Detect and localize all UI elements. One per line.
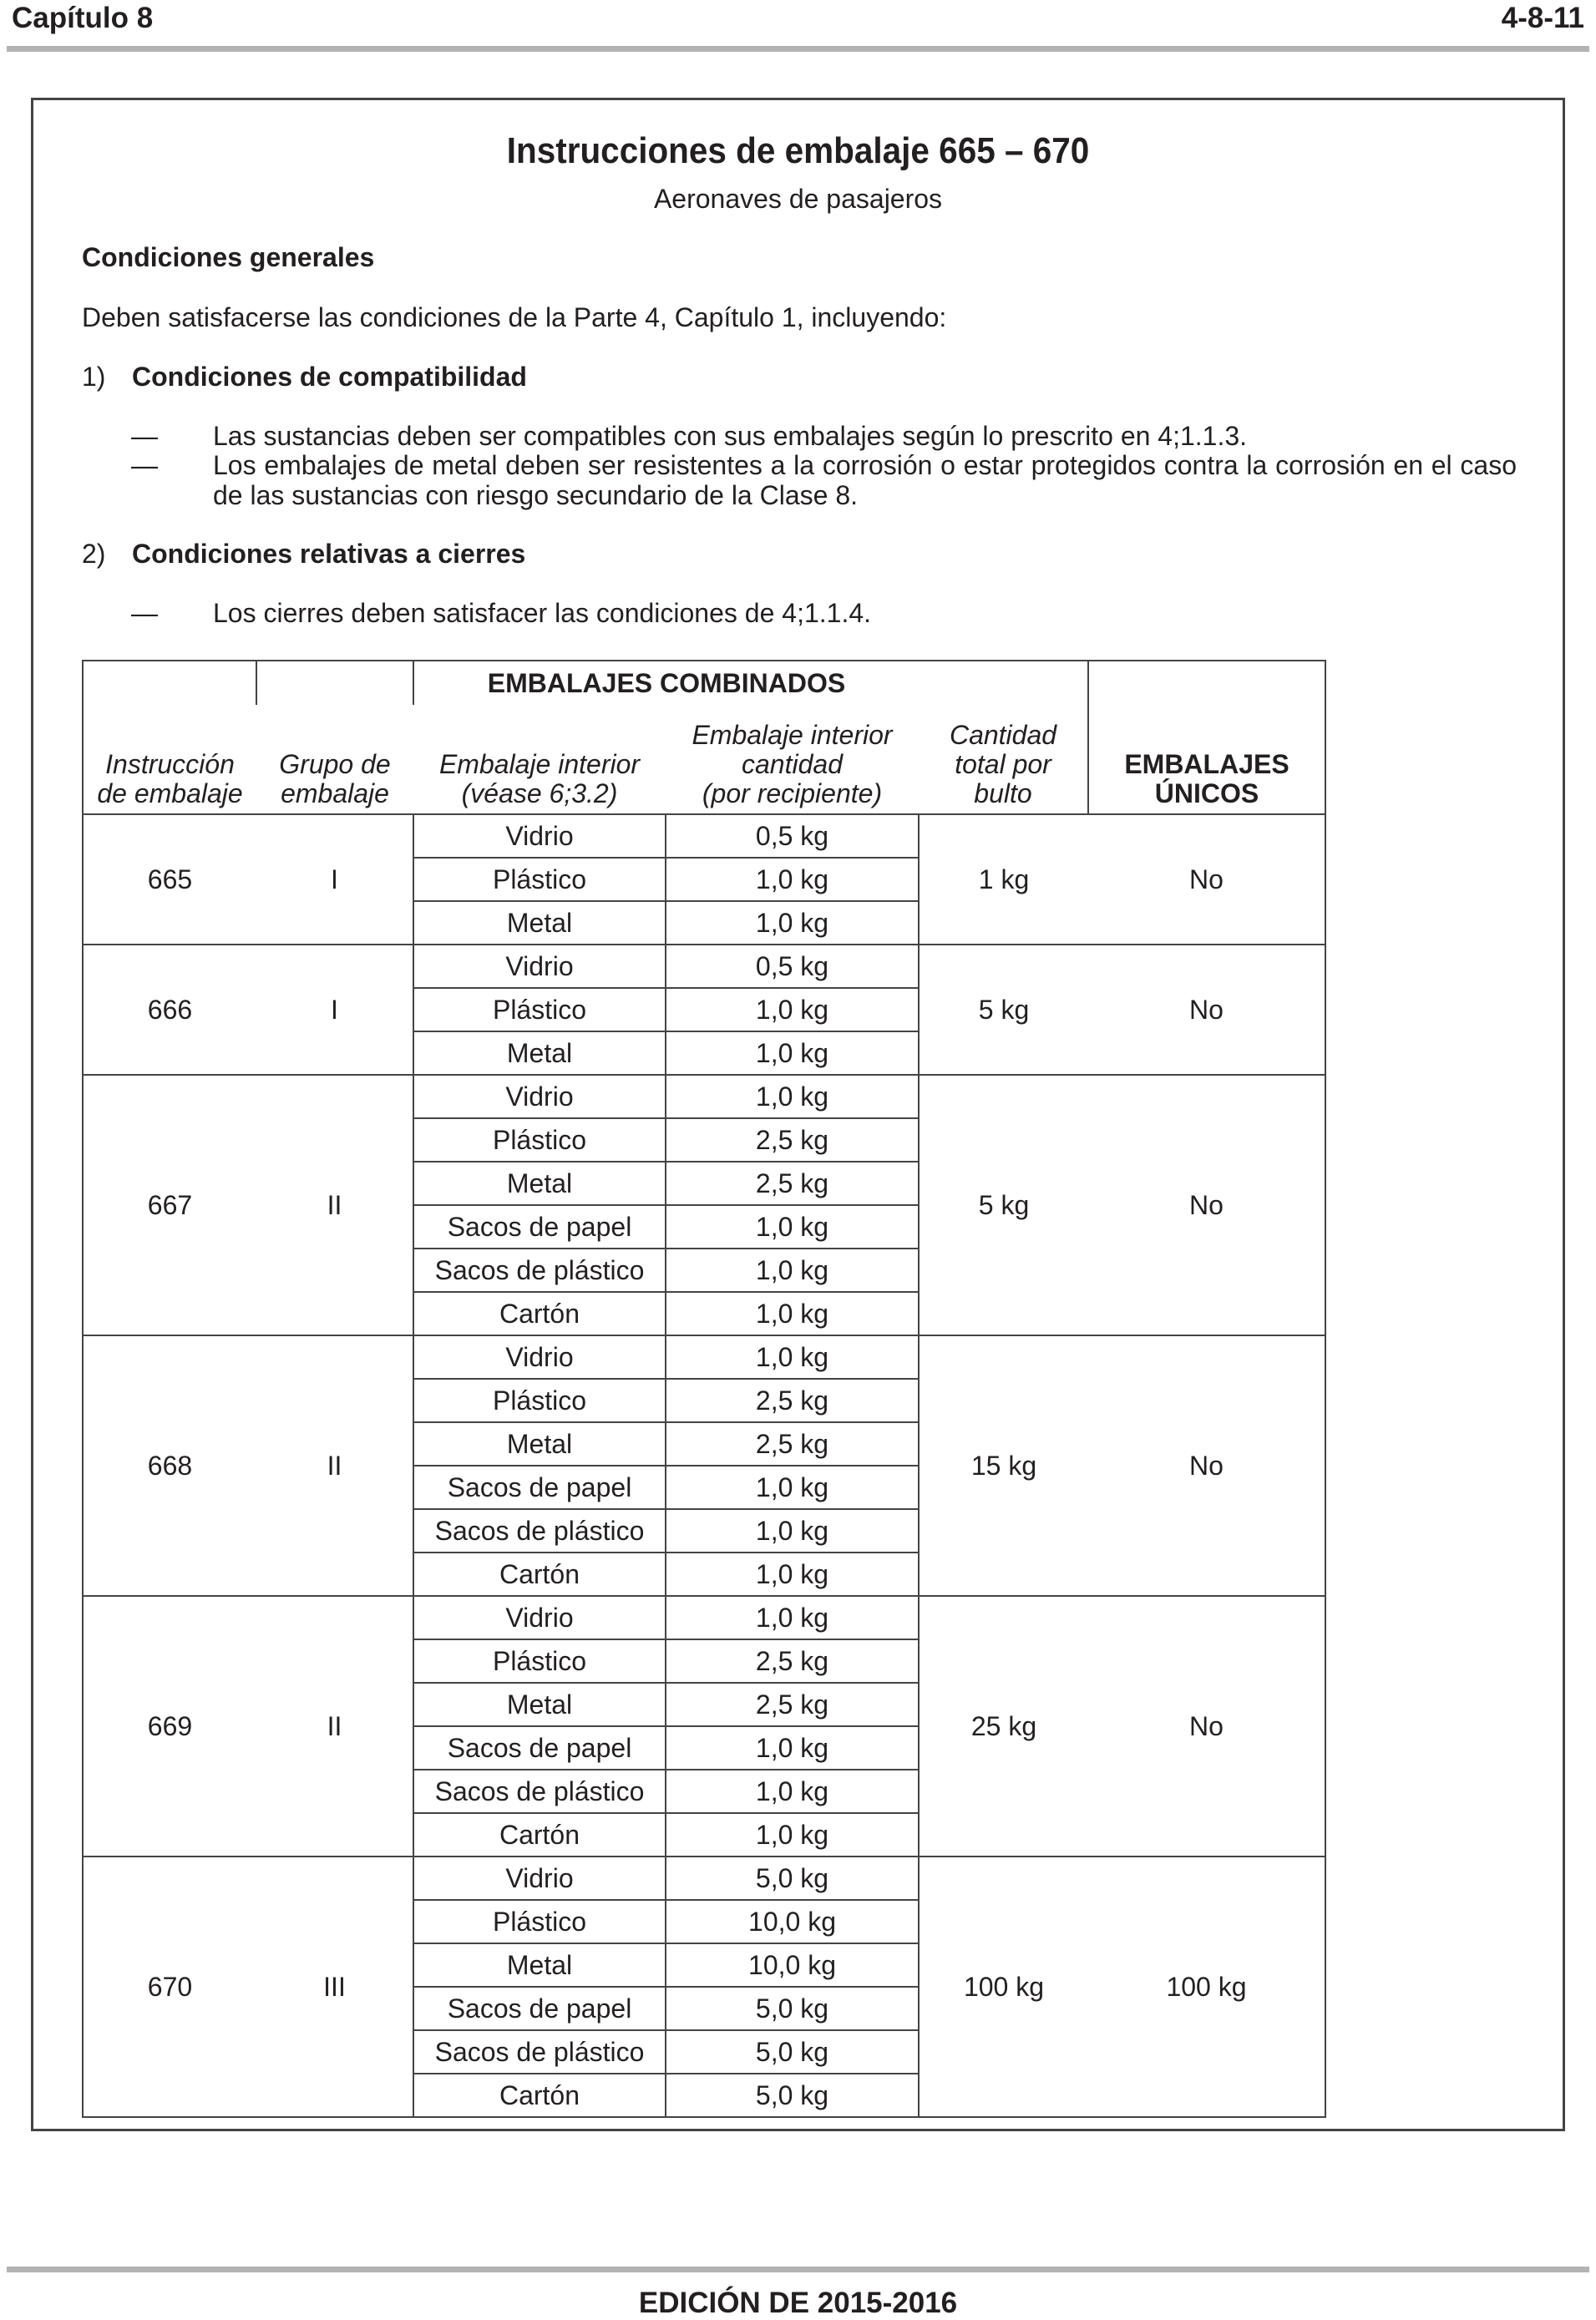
inner-packaging-cell: Metal — [413, 901, 666, 945]
quantity-cell: 2,5 kg — [666, 1683, 919, 1726]
section-1-item-2-text: Los embalajes de metal deben ser resistentes a la corrosión o estar protegidos contra la corrosión en el caso de las sustancias con riesgo secundario de la Clase 8. — [213, 450, 1517, 510]
section-2-item-1-text: Los cierres deben satisfacer las condiciones de 4;1.1.4. — [213, 598, 872, 628]
quantity-cell: 1,0 kg — [666, 1205, 919, 1249]
inner-packaging-cell: Plástico — [413, 1900, 666, 1943]
header-inner-line-2: (véase 6;3.2) — [461, 778, 618, 808]
inner-packaging-cell: Plástico — [413, 1118, 666, 1162]
inner-packaging-cell: Vidrio — [413, 1596, 666, 1639]
quantity-cell: 2,5 kg — [666, 1118, 919, 1162]
quantity-cell: 10,0 kg — [666, 1900, 919, 1943]
inner-packaging-cell: Cartón — [413, 2074, 666, 2117]
quantity-cell: 1,0 kg — [666, 1553, 919, 1596]
header-group — [256, 705, 413, 814]
table-body — [83, 814, 1325, 2117]
inner-packaging-cell: Sacos de papel — [413, 1466, 666, 1509]
instruction-cell: 670 — [83, 1857, 256, 2117]
header-single — [1088, 705, 1325, 814]
header-qty-line-1: Embalaje interior — [692, 720, 893, 750]
quantity-cell: 2,5 kg — [666, 1379, 919, 1422]
inner-packaging-cell: Sacos de papel — [413, 1205, 666, 1249]
total-cell: 5 kg — [919, 1075, 1088, 1335]
section-2-title: Condiciones relativas a cierres — [132, 539, 526, 569]
header-total-line-3: bulto — [974, 778, 1032, 808]
table-row — [83, 1857, 1325, 1900]
dash-mark: — — [131, 450, 158, 480]
group-cell: I — [256, 814, 413, 945]
group-cell: II — [256, 1335, 413, 1596]
quantity-cell: 1,0 kg — [666, 1335, 919, 1379]
quantity-cell: 1,0 kg — [666, 1031, 919, 1075]
group-cell: II — [256, 1596, 413, 1857]
header-total-line-2: total por — [955, 749, 1051, 779]
page-header-number: 4-8-11 — [1501, 2, 1584, 34]
section-2-heading — [82, 539, 525, 569]
single-packaging-cell: No — [1088, 1596, 1325, 1857]
inner-packaging-cell: Sacos de papel — [413, 1726, 666, 1770]
total-cell: 15 kg — [919, 1335, 1088, 1596]
section-1-item-2 — [131, 450, 1517, 510]
general-intro: Deben satisfacerse las condiciones de la Parte 4, Capítulo 1, incluyendo: — [82, 302, 947, 332]
instruction-cell: 667 — [83, 1075, 256, 1335]
page-header-chapter: Capítulo 8 — [12, 2, 154, 34]
quantity-cell: 1,0 kg — [666, 988, 919, 1031]
header-qty — [666, 705, 919, 814]
table-row — [83, 945, 1325, 988]
corner-cell — [1088, 661, 1325, 705]
combined-header: EMBALAJES COMBINADOS — [413, 661, 919, 705]
header-group-line-1: Grupo de — [279, 749, 391, 779]
corner-cell — [256, 661, 413, 705]
section-2-number: 2) — [82, 539, 106, 569]
header-total — [919, 705, 1088, 814]
quantity-cell: 1,0 kg — [666, 1292, 919, 1335]
instruction-cell: 669 — [83, 1596, 256, 1857]
inner-packaging-cell: Plástico — [413, 1639, 666, 1683]
header-group-line-2: embalaje — [281, 778, 389, 808]
header-inner — [413, 705, 666, 814]
header-single-line-1: EMBALAJES — [1124, 749, 1289, 779]
section-1-item-1 — [131, 421, 1517, 451]
inner-packaging-cell: Cartón — [413, 1292, 666, 1335]
header-instruction — [83, 705, 256, 814]
page-title: Instrucciones de embalaje 665 – 670 — [506, 130, 1090, 171]
quantity-cell: 5,0 kg — [666, 2030, 919, 2074]
header-qty-line-3: (por recipiente) — [702, 778, 883, 808]
group-cell: III — [256, 1857, 413, 2117]
quantity-cell: 1,0 kg — [666, 1770, 919, 1813]
single-packaging-cell: 100 kg — [1088, 1857, 1325, 2117]
inner-packaging-cell: Plástico — [413, 988, 666, 1031]
header-total-line-1: Cantidad — [949, 720, 1057, 750]
quantity-cell: 2,5 kg — [666, 1639, 919, 1683]
inner-packaging-cell: Metal — [413, 1162, 666, 1205]
footer-rule — [7, 2267, 1589, 2272]
group-cell: I — [256, 945, 413, 1075]
header-inner-line-1: Embalaje interior — [438, 749, 641, 779]
quantity-cell: 10,0 kg — [666, 1943, 919, 1987]
section-1-heading — [82, 362, 527, 392]
quantity-cell: 1,0 kg — [666, 1075, 919, 1118]
inner-packaging-cell: Metal — [413, 1422, 666, 1466]
single-packaging-cell: No — [1088, 814, 1325, 945]
inner-packaging-cell: Sacos de plástico — [413, 1249, 666, 1292]
single-packaging-cell: No — [1088, 945, 1325, 1075]
inner-packaging-cell: Sacos de plástico — [413, 1770, 666, 1813]
quantity-cell: 0,5 kg — [666, 945, 919, 988]
table-row — [83, 814, 1325, 858]
table-row — [83, 1075, 1325, 1118]
inner-packaging-cell: Metal — [413, 1943, 666, 1987]
quantity-cell: 1,0 kg — [666, 1509, 919, 1553]
instruction-cell: 665 — [83, 814, 256, 945]
quantity-cell: 1,0 kg — [666, 1726, 919, 1770]
page-subtitle: Aeronaves de pasajeros — [653, 184, 943, 214]
total-cell: 100 kg — [919, 1857, 1088, 2117]
header-instruction-line-1: Instrucción — [105, 749, 235, 779]
single-packaging-cell: No — [1088, 1335, 1325, 1596]
inner-packaging-cell: Vidrio — [413, 1857, 666, 1900]
inner-packaging-cell: Vidrio — [413, 814, 666, 858]
section-2-item-1 — [131, 598, 1517, 628]
packing-table — [82, 660, 1326, 2118]
inner-packaging-cell: Vidrio — [413, 1335, 666, 1379]
inner-packaging-cell: Plástico — [413, 858, 666, 901]
instruction-frame — [31, 98, 1565, 2131]
inner-packaging-cell: Sacos de papel — [413, 1987, 666, 2030]
inner-packaging-cell: Sacos de plástico — [413, 1509, 666, 1553]
inner-packaging-cell: Vidrio — [413, 945, 666, 988]
quantity-cell: 1,0 kg — [666, 858, 919, 901]
dash-mark: — — [131, 421, 158, 451]
total-cell: 1 kg — [919, 814, 1088, 945]
table-row — [83, 1335, 1325, 1379]
inner-packaging-cell: Plástico — [413, 1379, 666, 1422]
section-1-title: Condiciones de compatibilidad — [132, 362, 527, 392]
dash-mark: — — [131, 598, 158, 628]
group-cell: II — [256, 1075, 413, 1335]
corner-cell — [83, 661, 256, 705]
quantity-cell: 2,5 kg — [666, 1162, 919, 1205]
single-packaging-cell: No — [1088, 1075, 1325, 1335]
total-cell: 5 kg — [919, 945, 1088, 1075]
quantity-cell: 1,0 kg — [666, 1249, 919, 1292]
total-cell: 25 kg — [919, 1596, 1088, 1857]
header-instruction-line-2: de embalaje — [97, 778, 243, 808]
inner-packaging-cell: Vidrio — [413, 1075, 666, 1118]
quantity-cell: 1,0 kg — [666, 1813, 919, 1857]
quantity-cell: 5,0 kg — [666, 1987, 919, 2030]
quantity-cell: 2,5 kg — [666, 1422, 919, 1466]
quantity-cell: 5,0 kg — [666, 1857, 919, 1900]
quantity-cell: 0,5 kg — [666, 814, 919, 858]
inner-packaging-cell: Metal — [413, 1683, 666, 1726]
quantity-cell: 1,0 kg — [666, 901, 919, 945]
section-1-item-1-text: Las sustancias deben ser compatibles con sus embalajes según lo prescrito en 4;1.1.3. — [213, 421, 1248, 451]
header-qty-line-2: cantidad — [742, 749, 843, 779]
general-heading: Condiciones generales — [82, 242, 375, 272]
instruction-cell: 668 — [83, 1335, 256, 1596]
table-row — [83, 1596, 1325, 1639]
inner-packaging-cell: Cartón — [413, 1553, 666, 1596]
header-rule — [7, 46, 1589, 52]
inner-packaging-cell: Sacos de plástico — [413, 2030, 666, 2074]
inner-packaging-cell: Cartón — [413, 1813, 666, 1857]
quantity-cell: 5,0 kg — [666, 2074, 919, 2117]
quantity-cell: 1,0 kg — [666, 1596, 919, 1639]
page-footer: EDICIÓN DE 2015-2016 — [638, 2287, 958, 2319]
quantity-cell: 1,0 kg — [666, 1466, 919, 1509]
header-single-line-2: ÚNICOS — [1154, 778, 1259, 808]
instruction-cell: 666 — [83, 945, 256, 1075]
corner-cell — [919, 661, 1088, 705]
section-1-number: 1) — [82, 362, 106, 392]
inner-packaging-cell: Metal — [413, 1031, 666, 1075]
